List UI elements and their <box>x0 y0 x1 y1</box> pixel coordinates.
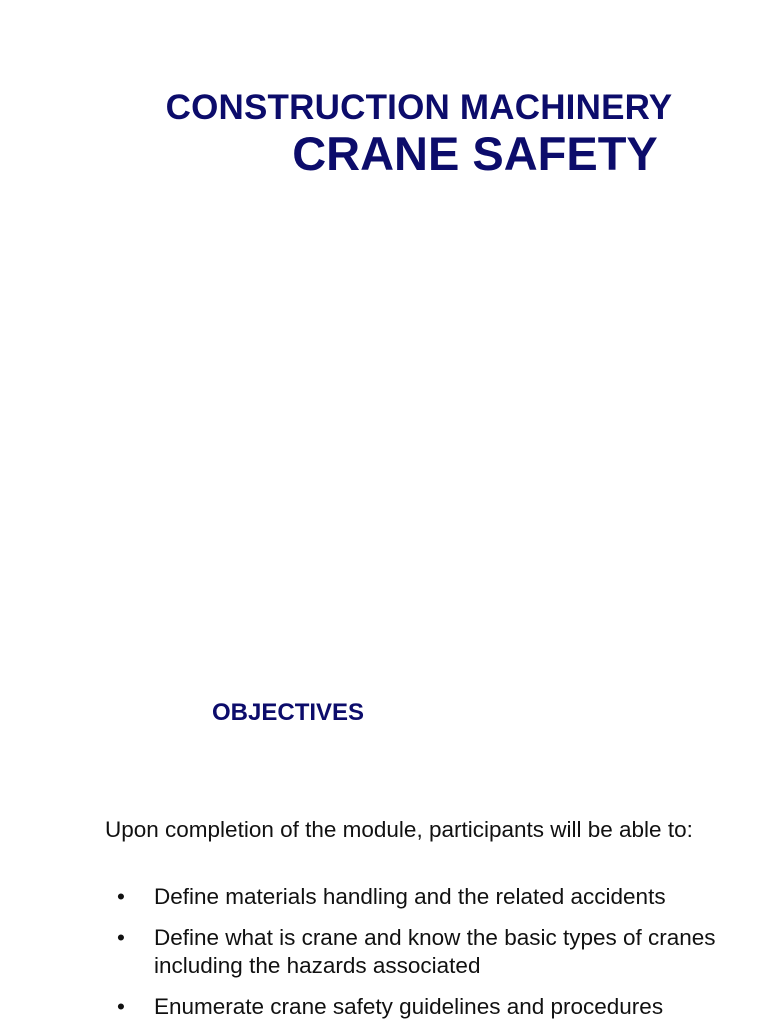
title-construction-machinery: CONSTRUCTION MACHINERY <box>165 88 673 127</box>
bullet-icon: • <box>117 994 125 1019</box>
intro-text: Upon completion of the module, participants will be able to: <box>105 817 693 842</box>
bullet-icon: • <box>117 925 125 950</box>
title-crane-safety: CRANE SAFETY <box>292 127 658 180</box>
list-item-text: Define materials handling and the related accidents <box>154 884 666 909</box>
list-item-text: Enumerate crane safety guidelines and procedures <box>154 994 664 1019</box>
list-item-text: Define what is crane and know the basic types of cranes including the hazards associated <box>154 925 716 978</box>
bullet-icon: • <box>117 884 125 909</box>
objectives-heading: OBJECTIVES <box>212 699 365 726</box>
